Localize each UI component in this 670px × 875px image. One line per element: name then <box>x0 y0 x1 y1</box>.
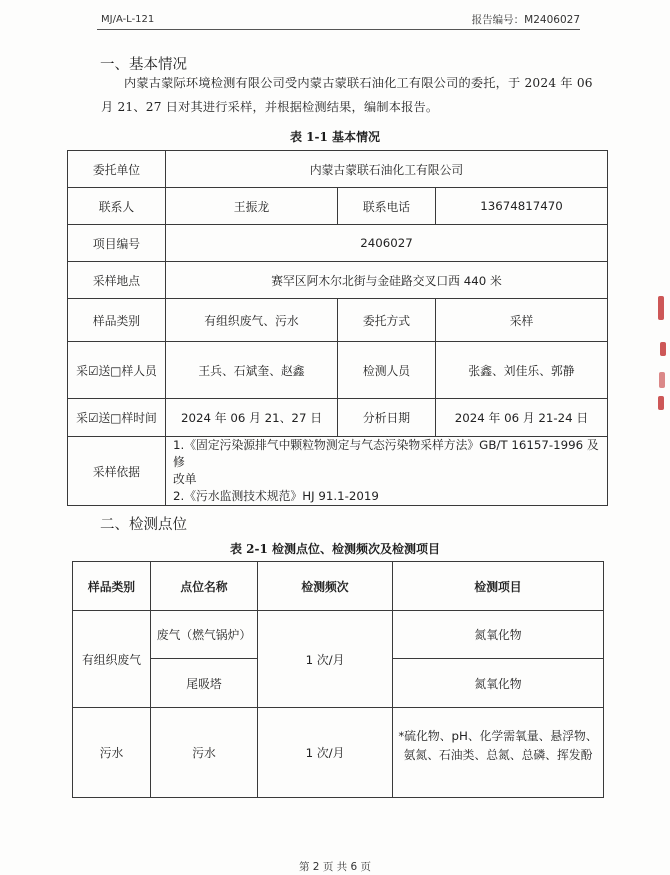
basic-info-table <box>67 150 608 506</box>
water-frequency: 1 次/月 <box>258 708 393 798</box>
sampler-value: 王兵、石斌奎、赵鑫 <box>166 342 338 399</box>
gas-category: 有组织废气 <box>73 611 151 708</box>
table-row <box>73 708 604 798</box>
sample-time-label: 采☑送□样时间 <box>68 399 166 437</box>
water-items-line-1: *硫化物、pH、化学需氧量、悬浮物、 <box>398 728 598 743</box>
phone-value: 13674817470 <box>436 188 608 225</box>
table-row <box>68 188 608 225</box>
intro-line-2: 月 21、27 日对其进行采样，并根据检测结果，编制本报告。 <box>101 100 439 114</box>
basis-line-1: 1.《固定污染源排气中颗粒物测定与气态污染物采样方法》GB/T 16157-1996 及修 <box>173 438 599 469</box>
table-row <box>68 225 608 262</box>
gas-item-2: 氮氧化物 <box>393 659 604 708</box>
sampler-label: 采☑送□样人员 <box>68 342 166 399</box>
seal-fragment <box>659 372 665 388</box>
table-header-row <box>73 562 604 611</box>
contact-label: 联系人 <box>68 188 166 225</box>
table-row <box>73 611 604 659</box>
table-2-caption: 表 2-1 检测点位、检测频次及检测项目 <box>229 542 441 556</box>
client-label: 委托单位 <box>68 151 166 188</box>
site-value: 赛罕区阿木尔北街与金硅路交叉口西 440 米 <box>166 262 608 299</box>
table-row <box>68 342 608 399</box>
header-divider <box>97 29 580 30</box>
tester-value: 张鑫、刘佳乐、郭静 <box>436 342 608 399</box>
sample-time-value: 2024 年 06 月 21、27 日 <box>166 399 338 437</box>
gas-point-1: 废气（燃气锅炉） <box>151 611 258 659</box>
header-test-items: 检测项目 <box>393 562 604 611</box>
site-label: 采样地点 <box>68 262 166 299</box>
basis-label: 采样依据 <box>68 437 166 506</box>
contact-value: 王振龙 <box>166 188 338 225</box>
method-value: 采样 <box>436 299 608 342</box>
header-point-name: 点位名称 <box>151 562 258 611</box>
monitoring-points-table <box>72 561 604 798</box>
basis-line-3: 2.《污水监测技术规范》HJ 91.1-2019 <box>173 489 379 503</box>
intro-line-1: 内蒙古蒙际环境检测有限公司受内蒙古蒙联石油化工有限公司的委托，于 2024 年 06 <box>124 76 593 90</box>
analysis-date-label: 分析日期 <box>338 399 436 437</box>
project-no-value: 2406027 <box>166 225 608 262</box>
table-row <box>68 262 608 299</box>
section-1-title: 一、基本情况 <box>100 57 187 73</box>
document-code: MJ/A-L-121 <box>101 14 155 25</box>
gas-item-1: 氮氧化物 <box>393 611 604 659</box>
water-point: 污水 <box>151 708 258 798</box>
analysis-date-value: 2024 年 06 月 21-24 日 <box>436 399 608 437</box>
basis-value <box>166 437 608 506</box>
header-frequency: 检测频次 <box>258 562 393 611</box>
gas-point-2: 尾吸塔 <box>151 659 258 708</box>
phone-label: 联系电话 <box>338 188 436 225</box>
seal-fragment <box>660 342 666 356</box>
tester-label: 检测人员 <box>338 342 436 399</box>
header-sample-category: 样品类别 <box>73 562 151 611</box>
table-row <box>68 151 608 188</box>
page-number: 第 2 页 共 6 页 <box>298 861 372 873</box>
water-items <box>393 708 604 798</box>
table-1-caption: 表 1-1 基本情况 <box>289 130 381 144</box>
basis-line-2: 改单 <box>173 472 197 486</box>
client-value: 内蒙古蒙联石油化工有限公司 <box>166 151 608 188</box>
seal-fragment <box>658 296 664 320</box>
water-category: 污水 <box>73 708 151 798</box>
report-number: 报告编号：M2406027 <box>471 14 580 26</box>
water-items-line-2: 氨氮、石油类、总氮、总磷、挥发酚 <box>403 747 593 762</box>
table-row <box>68 299 608 342</box>
method-label: 委托方式 <box>338 299 436 342</box>
seal-fragment <box>658 396 664 410</box>
sample-type-value: 有组织废气、污水 <box>166 299 338 342</box>
sample-type-label: 样品类别 <box>68 299 166 342</box>
section-2-title: 二、检测点位 <box>100 517 187 533</box>
project-no-label: 项目编号 <box>68 225 166 262</box>
gas-frequency: 1 次/月 <box>258 611 393 708</box>
table-row <box>68 399 608 437</box>
table-row <box>68 437 608 506</box>
